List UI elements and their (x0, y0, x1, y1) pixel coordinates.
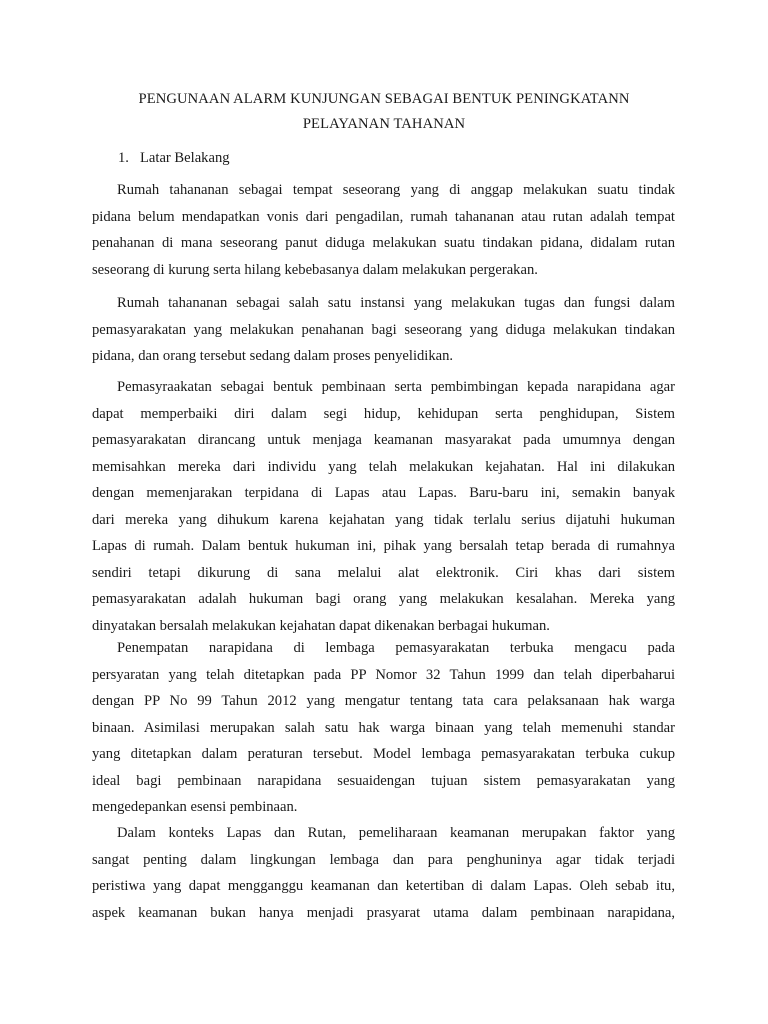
section-label: Latar Belakang (140, 150, 230, 166)
title-line: PELAYANAN TAHANAN (302, 116, 466, 132)
paragraph-line: dengan memenjarakan terpidana di Lapas atau Lapas. Baru-baru ini, semakin banyak (92, 485, 675, 501)
paragraph-line: persyaratan yang telah ditetapkan pada PP Nomor 32 Tahun 1999 dan telah diperbaharui (92, 666, 675, 683)
paragraph-line: dengan PP No 99 Tahun 2012 yang mengatur tentang tata cara pelaksanaan hak warga (92, 693, 675, 709)
paragraph-line: pemasyarakatan dirancang untuk menjaga keamanan masyarakat pada umumnya dengan (92, 432, 675, 448)
paragraph-line: aspek keamanan bukan hanya menjadi prasyarat utama dalam pembinaan narapidana, (92, 904, 675, 921)
paragraph-line: peristiwa yang dapat mengganggu keamanan dan ketertiban di dalam Lapas. Oleh sebab itu, (92, 878, 675, 894)
paragraph-line: ideal bagi pembinaan narapidana sesuaidengan tujuan sistem pemasyarakatan yang (92, 772, 675, 789)
section-number: 1. (118, 150, 129, 166)
paragraph-line: penahanan di mana seseorang panut diduga melakukan suatu tindakan pidana, didalam rutan (92, 235, 675, 251)
paragraph-line: binaan. Asimilasi merupakan salah satu hak warga binaan yang telah memenuhi standar (92, 719, 675, 736)
paragraph-line: seseorang di kurung serta hilang kebebasanya dalam melakukan pergerakan. (92, 261, 538, 278)
paragraph (92, 290, 675, 370)
document-title (92, 87, 676, 137)
paragraph-line: memisahkan mereka dari individu yang telah melakukan kejahatan. Hal ini dilakukan (92, 458, 675, 475)
paragraph-line: dapat memperbaiki diri dalam segi hidup, kehidupan serta penghidupan, Sistem (92, 405, 675, 422)
paragraph-line: pidana belum mendapatkan vonis dari pengadilan, rumah tahananan atau rutan adalah tempat (92, 208, 675, 225)
section-heading (118, 146, 230, 171)
paragraph-line: sangat penting dalam lingkungan lembaga dan para penghuninya agar tidak terjadi (92, 851, 675, 868)
paragraph (92, 635, 675, 821)
paragraph-line: Penempatan narapidana di lembaga pemasyarakatan terbuka mengacu pada (117, 640, 675, 656)
paragraph-line: pidana, dan orang tersebut sedang dalam proses penyelidikan. (92, 348, 454, 364)
paragraph (92, 177, 675, 283)
paragraph-line: dinyatakan bersalah melakukan kejahatan dapat dikenakan berbagai hukuman. (92, 617, 550, 634)
paragraph (92, 820, 675, 926)
paragraph-line: yang ditetapkan dalam peraturan tersebut. Model lembaga pemasyarakatan terbuka cukup (92, 746, 675, 762)
paragraph-line: pemasyarakatan yang melakukan penahanan bagi seseorang yang diduga melakukan tindakan (92, 321, 675, 338)
paragraph-line: dari mereka yang dihukum karena kejahatan yang tidak terlalu serius dijatuhi hukuman (92, 511, 675, 528)
paragraph-line: Rumah tahananan sebagai tempat seseorang yang di anggap melakukan suatu tindak (117, 182, 675, 198)
paragraph-line: Dalam konteks Lapas dan Rutan, pemeliharaan keamanan merupakan faktor yang (117, 825, 675, 841)
paragraph (92, 374, 675, 639)
paragraph-line: Lapas di rumah. Dalam bentuk hukuman ini, pihak yang bersalah tetap berada di rumahnya (92, 538, 675, 554)
paragraph-line: pemasyarakatan adalah hukuman bagi orang yang melakukan kesalahan. Mereka yang (92, 591, 675, 607)
paragraph-line: mengedepankan esensi pembinaan. (92, 799, 298, 815)
paragraph-line: sendiri tetapi dikurung di sana melalui alat elektronik. Ciri khas dari sistem (92, 564, 675, 581)
paragraph-line: Rumah tahananan sebagai salah satu instansi yang melakukan tugas dan fungsi dalam (117, 295, 675, 311)
paragraph-line: Pemasyraakatan sebagai bentuk pembinaan serta pembimbingan kepada narapidana agar (117, 379, 675, 395)
title-line: PENGUNAAN ALARM KUNJUNGAN SEBAGAI BENTUK PENINGKATANN (138, 91, 630, 107)
